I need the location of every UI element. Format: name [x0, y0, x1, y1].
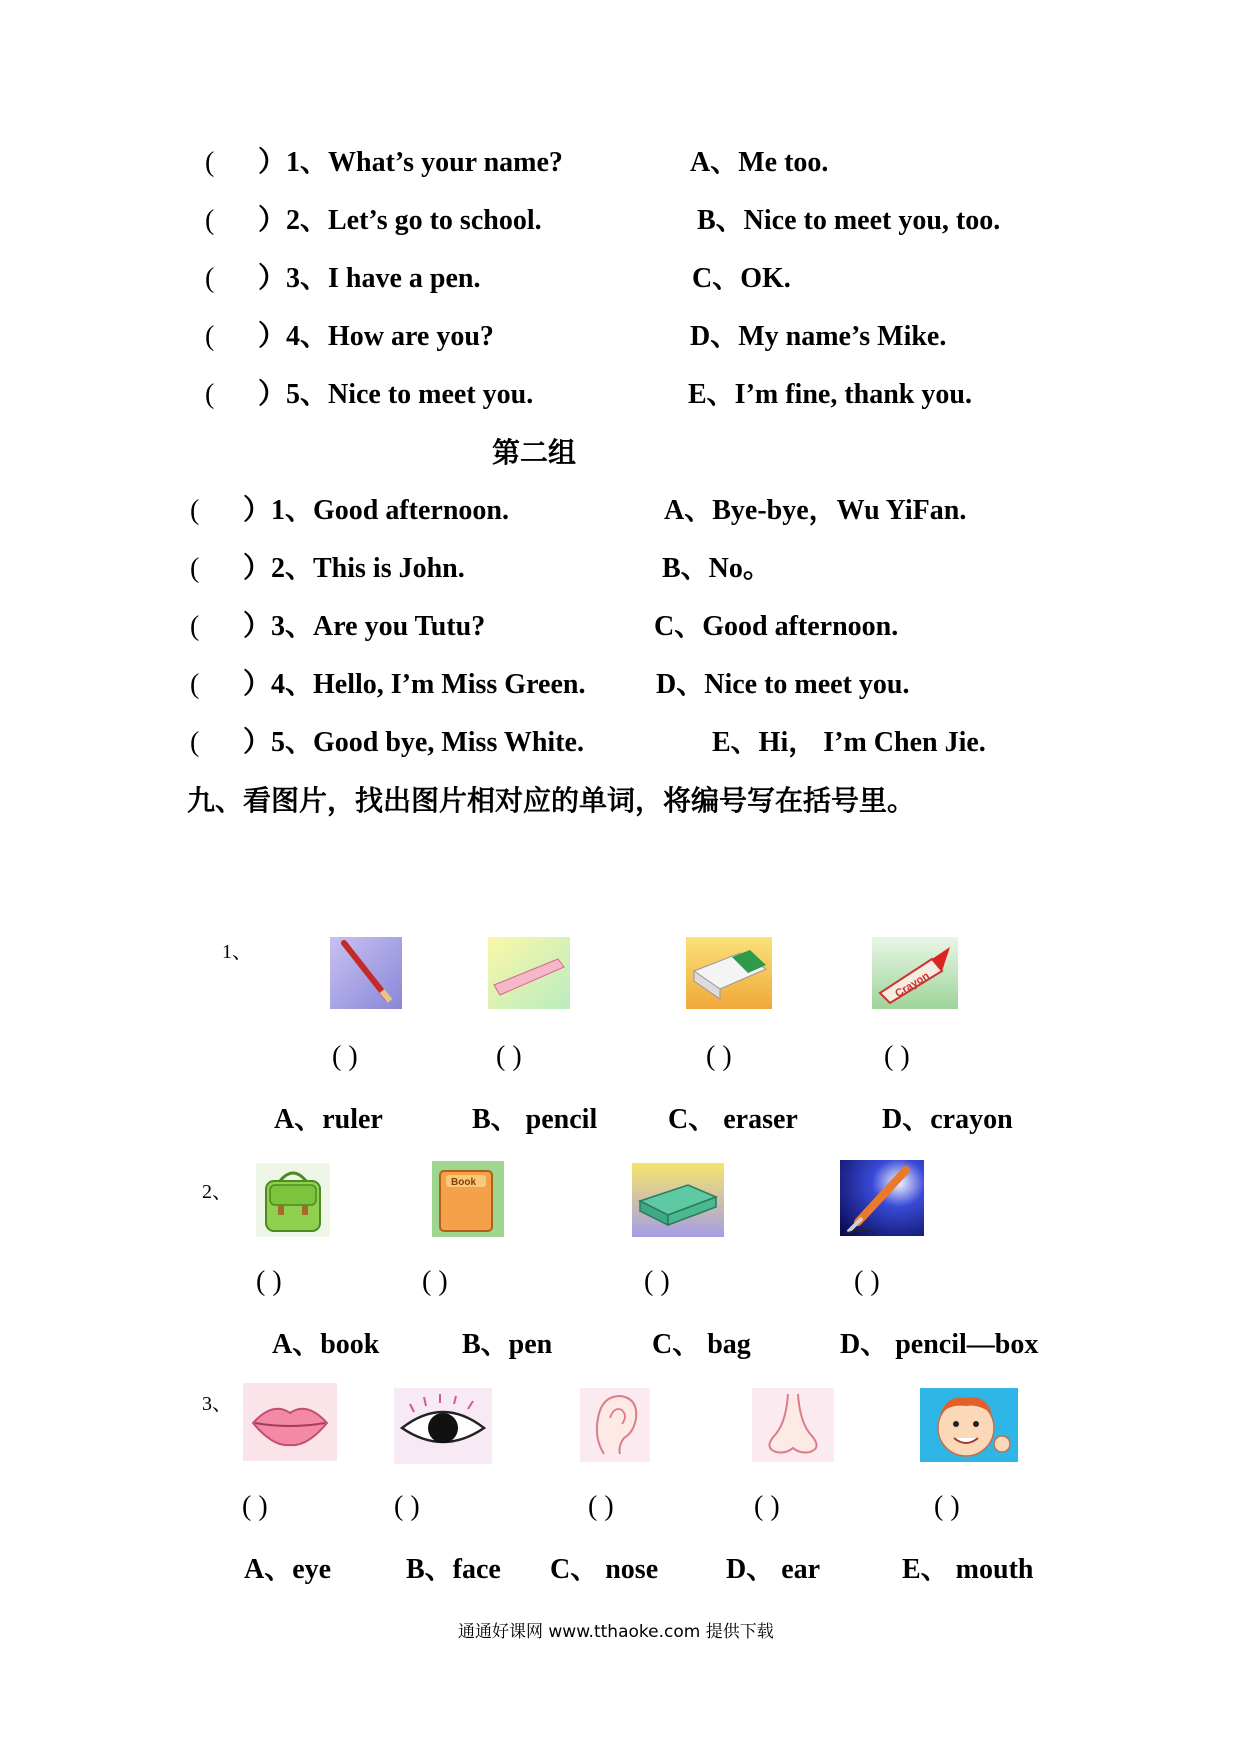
group2-title: 第二组	[492, 436, 577, 469]
word-option: A、ruler	[274, 1104, 383, 1135]
word-option: C、 nose	[550, 1554, 659, 1585]
answer-blank: ( )	[588, 1491, 614, 1522]
pencil-icon	[330, 937, 402, 1009]
word-option: D、 ear	[726, 1554, 821, 1585]
answer-blank: ( )	[706, 1041, 732, 1072]
word-option: D、crayon	[882, 1104, 1013, 1135]
answer-paren: (	[190, 611, 200, 642]
answer-blank: ( )	[934, 1491, 960, 1522]
book-icon	[432, 1161, 504, 1237]
answer-paren: (	[190, 495, 200, 526]
word-option: D、 pencil—box	[840, 1329, 1039, 1360]
answer-option: A、Bye-bye，Wu YiFan.	[664, 495, 967, 526]
pencil-box-icon	[632, 1163, 724, 1237]
word-option: A、eye	[244, 1554, 332, 1585]
answer-blank: ( )	[644, 1266, 670, 1297]
pencil-picture	[330, 937, 402, 1009]
set2-number: 2、	[202, 1181, 232, 1203]
answer-paren: (	[190, 669, 200, 700]
answer-paren: (	[190, 727, 200, 758]
bag-icon	[256, 1163, 330, 1237]
question: ）3、Are you Tutu?	[243, 611, 486, 642]
pen-icon	[840, 1160, 924, 1236]
ear-icon	[580, 1388, 650, 1462]
book-label: Book	[451, 1177, 476, 1188]
answer-option: D、My name’s Mike.	[690, 321, 947, 352]
question: ）2、This is John.	[243, 553, 465, 584]
face-icon	[920, 1388, 1018, 1462]
eraser-picture	[686, 937, 772, 1009]
ruler-picture	[488, 937, 570, 1009]
crayon-picture	[872, 937, 958, 1009]
answer-option: D、Nice to meet you.	[656, 669, 910, 700]
crayon-icon	[872, 937, 958, 1009]
set1-number: 1、	[222, 941, 252, 963]
eye-icon	[394, 1388, 492, 1464]
word-option: A、book	[272, 1329, 380, 1360]
word-option: B、pen	[462, 1329, 553, 1360]
word-option: E、 mouth	[902, 1554, 1034, 1585]
question: ）3、I have a pen.	[258, 263, 481, 294]
answer-option: B、No。	[662, 553, 771, 584]
question: ）4、How are you?	[258, 321, 494, 352]
mouth-picture	[243, 1383, 337, 1461]
question: ）2、Let’s go to school.	[258, 205, 542, 236]
answer-paren: (	[205, 321, 215, 352]
nose-icon	[752, 1388, 834, 1462]
crayon-label: Crayon	[893, 969, 932, 1001]
question: ）4、Hello, I’m Miss Green.	[243, 669, 586, 700]
eraser-icon	[686, 937, 772, 1009]
question: ）1、What’s your name?	[258, 147, 563, 178]
answer-blank: ( )	[854, 1266, 880, 1297]
answer-paren: (	[205, 379, 215, 410]
word-option: B、face	[406, 1554, 501, 1585]
answer-option: E、I’m fine, thank you.	[688, 379, 972, 410]
section9-title: 九、看图片，找出图片相对应的单词，将编号写在括号里。	[187, 784, 916, 817]
question: ）5、Nice to meet you.	[258, 379, 534, 410]
answer-option: E、Hi， I’m Chen Jie.	[712, 727, 986, 758]
answer-blank: ( )	[332, 1041, 358, 1072]
book-picture	[432, 1161, 504, 1237]
answer-blank: ( )	[256, 1266, 282, 1297]
word-option: C、 eraser	[668, 1104, 798, 1135]
nose-picture	[752, 1388, 834, 1462]
set3-number: 3、	[202, 1393, 232, 1415]
answer-blank: ( )	[422, 1266, 448, 1297]
question: ）5、Good bye, Miss White.	[243, 727, 584, 758]
answer-blank: ( )	[242, 1491, 268, 1522]
pen-picture	[840, 1160, 924, 1236]
page-footer: 通通好课网 www.tthaoke.com 提供下载	[458, 1622, 774, 1642]
answer-option: C、Good afternoon.	[654, 611, 899, 642]
answer-option: A、Me too.	[690, 147, 829, 178]
ear-picture	[580, 1388, 650, 1462]
lips-icon	[243, 1383, 337, 1461]
bag-picture	[256, 1163, 330, 1237]
answer-paren: (	[205, 205, 215, 236]
word-option: B、 pencil	[472, 1104, 598, 1135]
answer-blank: ( )	[884, 1041, 910, 1072]
pencil-box-picture	[632, 1163, 724, 1237]
answer-blank: ( )	[496, 1041, 522, 1072]
face-picture	[920, 1388, 1018, 1462]
answer-option: B、Nice to meet you, too.	[697, 205, 1001, 236]
ruler-icon	[488, 937, 570, 1009]
answer-option: C、OK.	[692, 263, 791, 294]
answer-paren: (	[190, 553, 200, 584]
word-option: C、 bag	[652, 1329, 751, 1360]
answer-blank: ( )	[754, 1491, 780, 1522]
answer-paren: (	[205, 147, 215, 178]
eye-picture	[394, 1388, 492, 1464]
question: ）1、Good afternoon.	[243, 495, 510, 526]
answer-paren: (	[205, 263, 215, 294]
answer-blank: ( )	[394, 1491, 420, 1522]
